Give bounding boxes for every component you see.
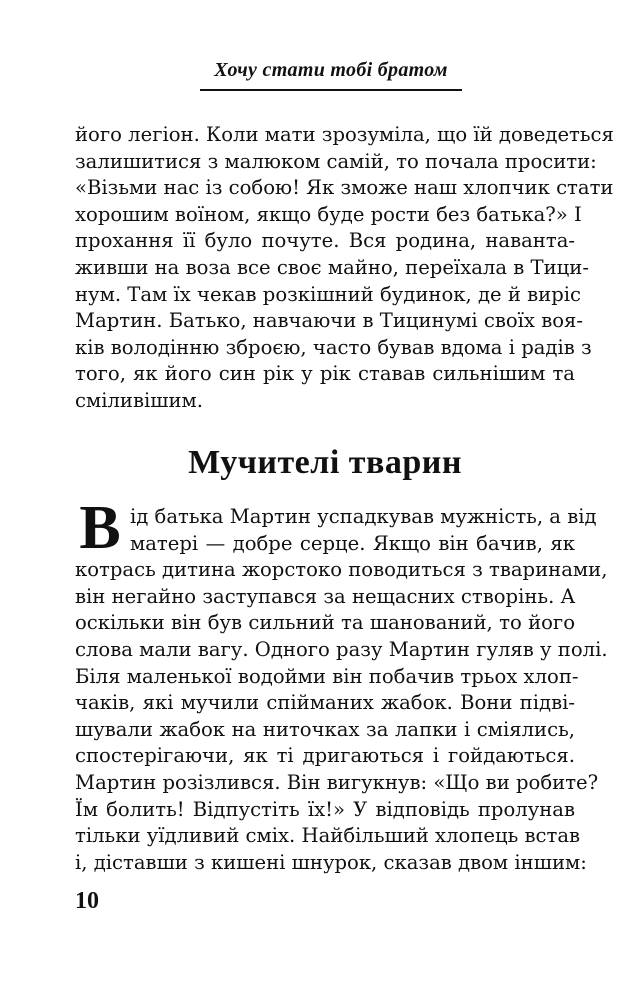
text-line: матері — добре серце. Якщо він бачив, як xyxy=(130,531,575,555)
text-line: живши на воза все своє майно, переїхала в Тици- xyxy=(75,255,589,279)
header-rule xyxy=(200,89,462,91)
text-line: слова мали вагу. Одного разу Мартин гуляв у полі. xyxy=(75,637,608,661)
text-line: сміливішим. xyxy=(75,388,204,412)
text-line: Мартин. Батько, навчаючи в Тицинумі своїх воя- xyxy=(75,309,584,333)
text-line: того, як його син рік у рік ставав сильнішим та xyxy=(75,362,575,386)
text-line: нум. Там їх чекав розкішний будинок, де й виріс xyxy=(75,282,582,306)
text-line: оскільки він був сильний та шанований, то його xyxy=(75,611,575,635)
drop-cap-letter: В xyxy=(79,494,121,562)
text-line: котрась дитина жорстоко поводиться з тваринами, xyxy=(75,558,608,582)
text-line: залишитися з малюком самій, то почала просити: xyxy=(75,149,597,173)
text-line: шували жабок на ниточках за лапки і сміялись, xyxy=(75,717,575,741)
page-number: 10 xyxy=(75,888,99,914)
section-body xyxy=(75,504,608,876)
text-line: Біля маленької водойми він побачив трьох хлоп- xyxy=(75,664,579,688)
text-line: він негайно заступався за нещасних створінь. А xyxy=(75,584,576,608)
section-title: Мучителі тварин xyxy=(188,444,462,481)
text-line: прохання її було почуте. Вся родина, наванта- xyxy=(75,229,575,253)
text-line: його легіон. Коли мати зрозуміла, що їй доведеться xyxy=(75,123,614,146)
text-line: «Візьми нас із собою! Як зможе наш хлопчик стати xyxy=(75,176,614,200)
text-line: і, діставши з кишені шнурок, сказав двом іншим: xyxy=(75,850,587,874)
text-line: спостерігаючи, як ті дригаються і гойдаються. xyxy=(75,744,575,768)
text-line: ків володінню зброєю, часто бував вдома і радів з xyxy=(75,335,592,359)
text-line: Мартин розізлився. Він вигукнув: «Що ви робите? xyxy=(75,770,599,794)
text-line: хорошим воїном, якщо буде рости без батька?» І xyxy=(75,202,582,226)
running-header-title: Хочу стати тобі братом xyxy=(214,59,448,81)
text-line: чаків, які мучили спійманих жабок. Вони підві- xyxy=(75,691,575,715)
paragraph-continued xyxy=(75,122,614,415)
text-line: Їм болить! Відпустіть їх!» У відповідь пролунав xyxy=(75,797,575,821)
text-line: ід батька Мартин успадкував мужність, а від xyxy=(130,505,597,528)
text-line: тільки уїдливий сміх. Найбільший хлопець встав xyxy=(75,824,581,848)
